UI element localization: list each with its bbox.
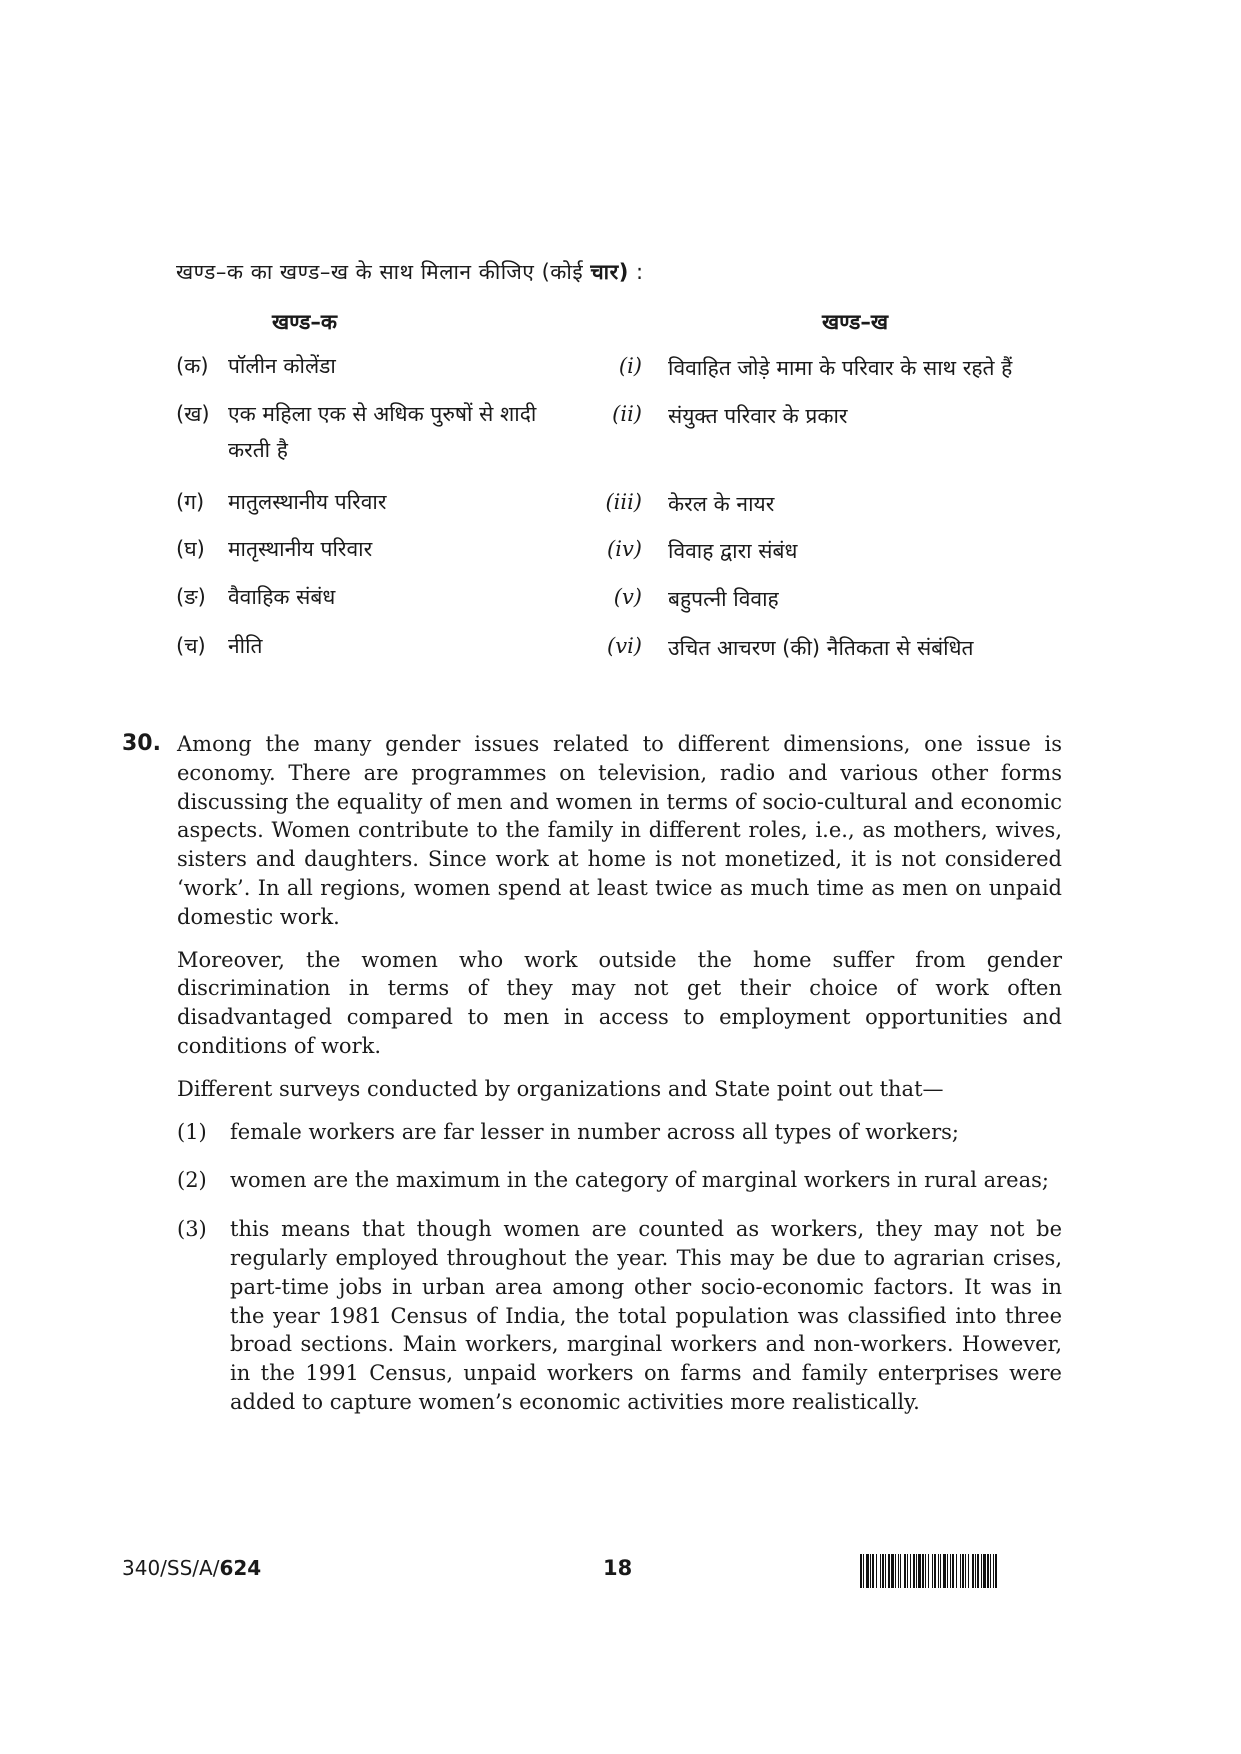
survey-point-label: (3) [177, 1217, 207, 1242]
barcode-icon [860, 1554, 1122, 1588]
column-a-item [176, 484, 576, 520]
survey-point-text: women are the maximum in the category of marginal workers in rural areas; [230, 1168, 1049, 1193]
column-b-label: (i) [618, 354, 642, 378]
column-a-label: (च) [176, 634, 206, 658]
column-a-text: वैवाहिक संबंध [228, 585, 336, 609]
column-b-label: (iii) [605, 490, 642, 514]
survey-point-text: female workers are far lesser in number across all types of workers; [230, 1119, 959, 1144]
column-a-item [176, 348, 576, 384]
column-a-item [176, 628, 576, 664]
column-a-text: नीति [228, 634, 263, 658]
column-b-heading: खण्ड–ख [822, 310, 889, 334]
column-a-text: मातृस्थानीय परिवार [228, 537, 373, 561]
column-b-text: केरल के नायर [668, 492, 775, 516]
column-a-text: मातुलस्थानीय परिवार [228, 490, 387, 514]
question-paragraph: Among the many gender issues related to different dimensions, one issue is economy. There are programmes on television, radio and various other forms discussing the equality of men and women in terms of socio-cultural and economic aspects. Women contribute to the family in different roles, i.e., as mothers, wives, sisters and daughters. Since work at home is not monetized, it is not considered ‘work’. In all regions, women spend at least twice as much time as men on unpaid domestic work. [177, 732, 1062, 929]
instruction-suffix: : [628, 260, 644, 284]
survey-point-text: this means that though women are counted as workers, they may not be regularly employed throughout the year. This may be due to agrarian crises, part-time jobs in urban area among other socio-economic factors. It was in the year 1981 Census of India, the total population was classified into three broad sections. Main workers, marginal workers and non-workers. However, in the 1991 Census, unpaid workers on farms and family enterprises were added to capture women’s economic activities more realistically. [230, 1217, 1062, 1414]
column-a-label: (घ) [176, 537, 205, 561]
question-paragraph: Different surveys conducted by organizations and State point out that— [177, 1076, 944, 1101]
paper-code-prefix: 340/SS/A/ [122, 1556, 220, 1580]
column-a-text: पॉलीन कोलेंडा [228, 354, 336, 378]
column-a-label: (ङ) [176, 585, 206, 609]
column-b-text: विवाहित जोड़े मामा के परिवार के साथ रहते हैं [668, 356, 1013, 380]
column-b-label: (v) [613, 585, 642, 609]
column-a-item [176, 579, 576, 615]
question-30 [122, 730, 1062, 1437]
column-a-item [176, 531, 576, 567]
question-body [177, 730, 1062, 1104]
column-b-text: विवाह द्वारा संबंध [668, 539, 798, 563]
column-b-text: बहुपत्नी विवाह [668, 587, 779, 611]
column-a-text: एक महिला एक से अधिक पुरुषों से शादी करती है [228, 402, 537, 462]
question-number: 30. [122, 731, 161, 756]
survey-point [177, 1215, 1062, 1417]
survey-point-label: (2) [177, 1168, 207, 1193]
column-a-item [176, 396, 576, 468]
survey-point [177, 1118, 1062, 1147]
column-a-heading: खण्ड–क [272, 310, 338, 334]
column-b-label: (ii) [612, 402, 642, 426]
question-paragraph: Moreover, the women who work outside the home suffer from gender discrimination in terms of they may not get their choice of work often disadvantaged compared to men in access to employment opportunities and conditions of work. [177, 947, 1062, 1058]
column-b-label: (iv) [607, 537, 642, 561]
column-a-label: (ग) [176, 490, 205, 514]
column-b-label: (vi) [607, 634, 642, 658]
column-b-text: उचित आचरण (की) नैतिकता से संबंधित [668, 636, 974, 660]
column-b-text: संयुक्त परिवार के प्रकार [668, 404, 848, 428]
page-number: 18 [603, 1556, 633, 1580]
paper-code [122, 1556, 261, 1580]
column-a-label: (ख) [176, 402, 210, 426]
survey-point [177, 1166, 1062, 1195]
instruction-prefix: खण्ड–क का खण्ड–ख के साथ मिलान कीजिए (कोई [176, 260, 591, 284]
survey-points-list [177, 1118, 1062, 1417]
match-instruction [176, 258, 644, 286]
column-a-label: (क) [176, 354, 209, 378]
survey-point-label: (1) [177, 1119, 207, 1144]
paper-code-bold: 624 [219, 1556, 262, 1580]
instruction-bold: चार) [590, 260, 629, 284]
